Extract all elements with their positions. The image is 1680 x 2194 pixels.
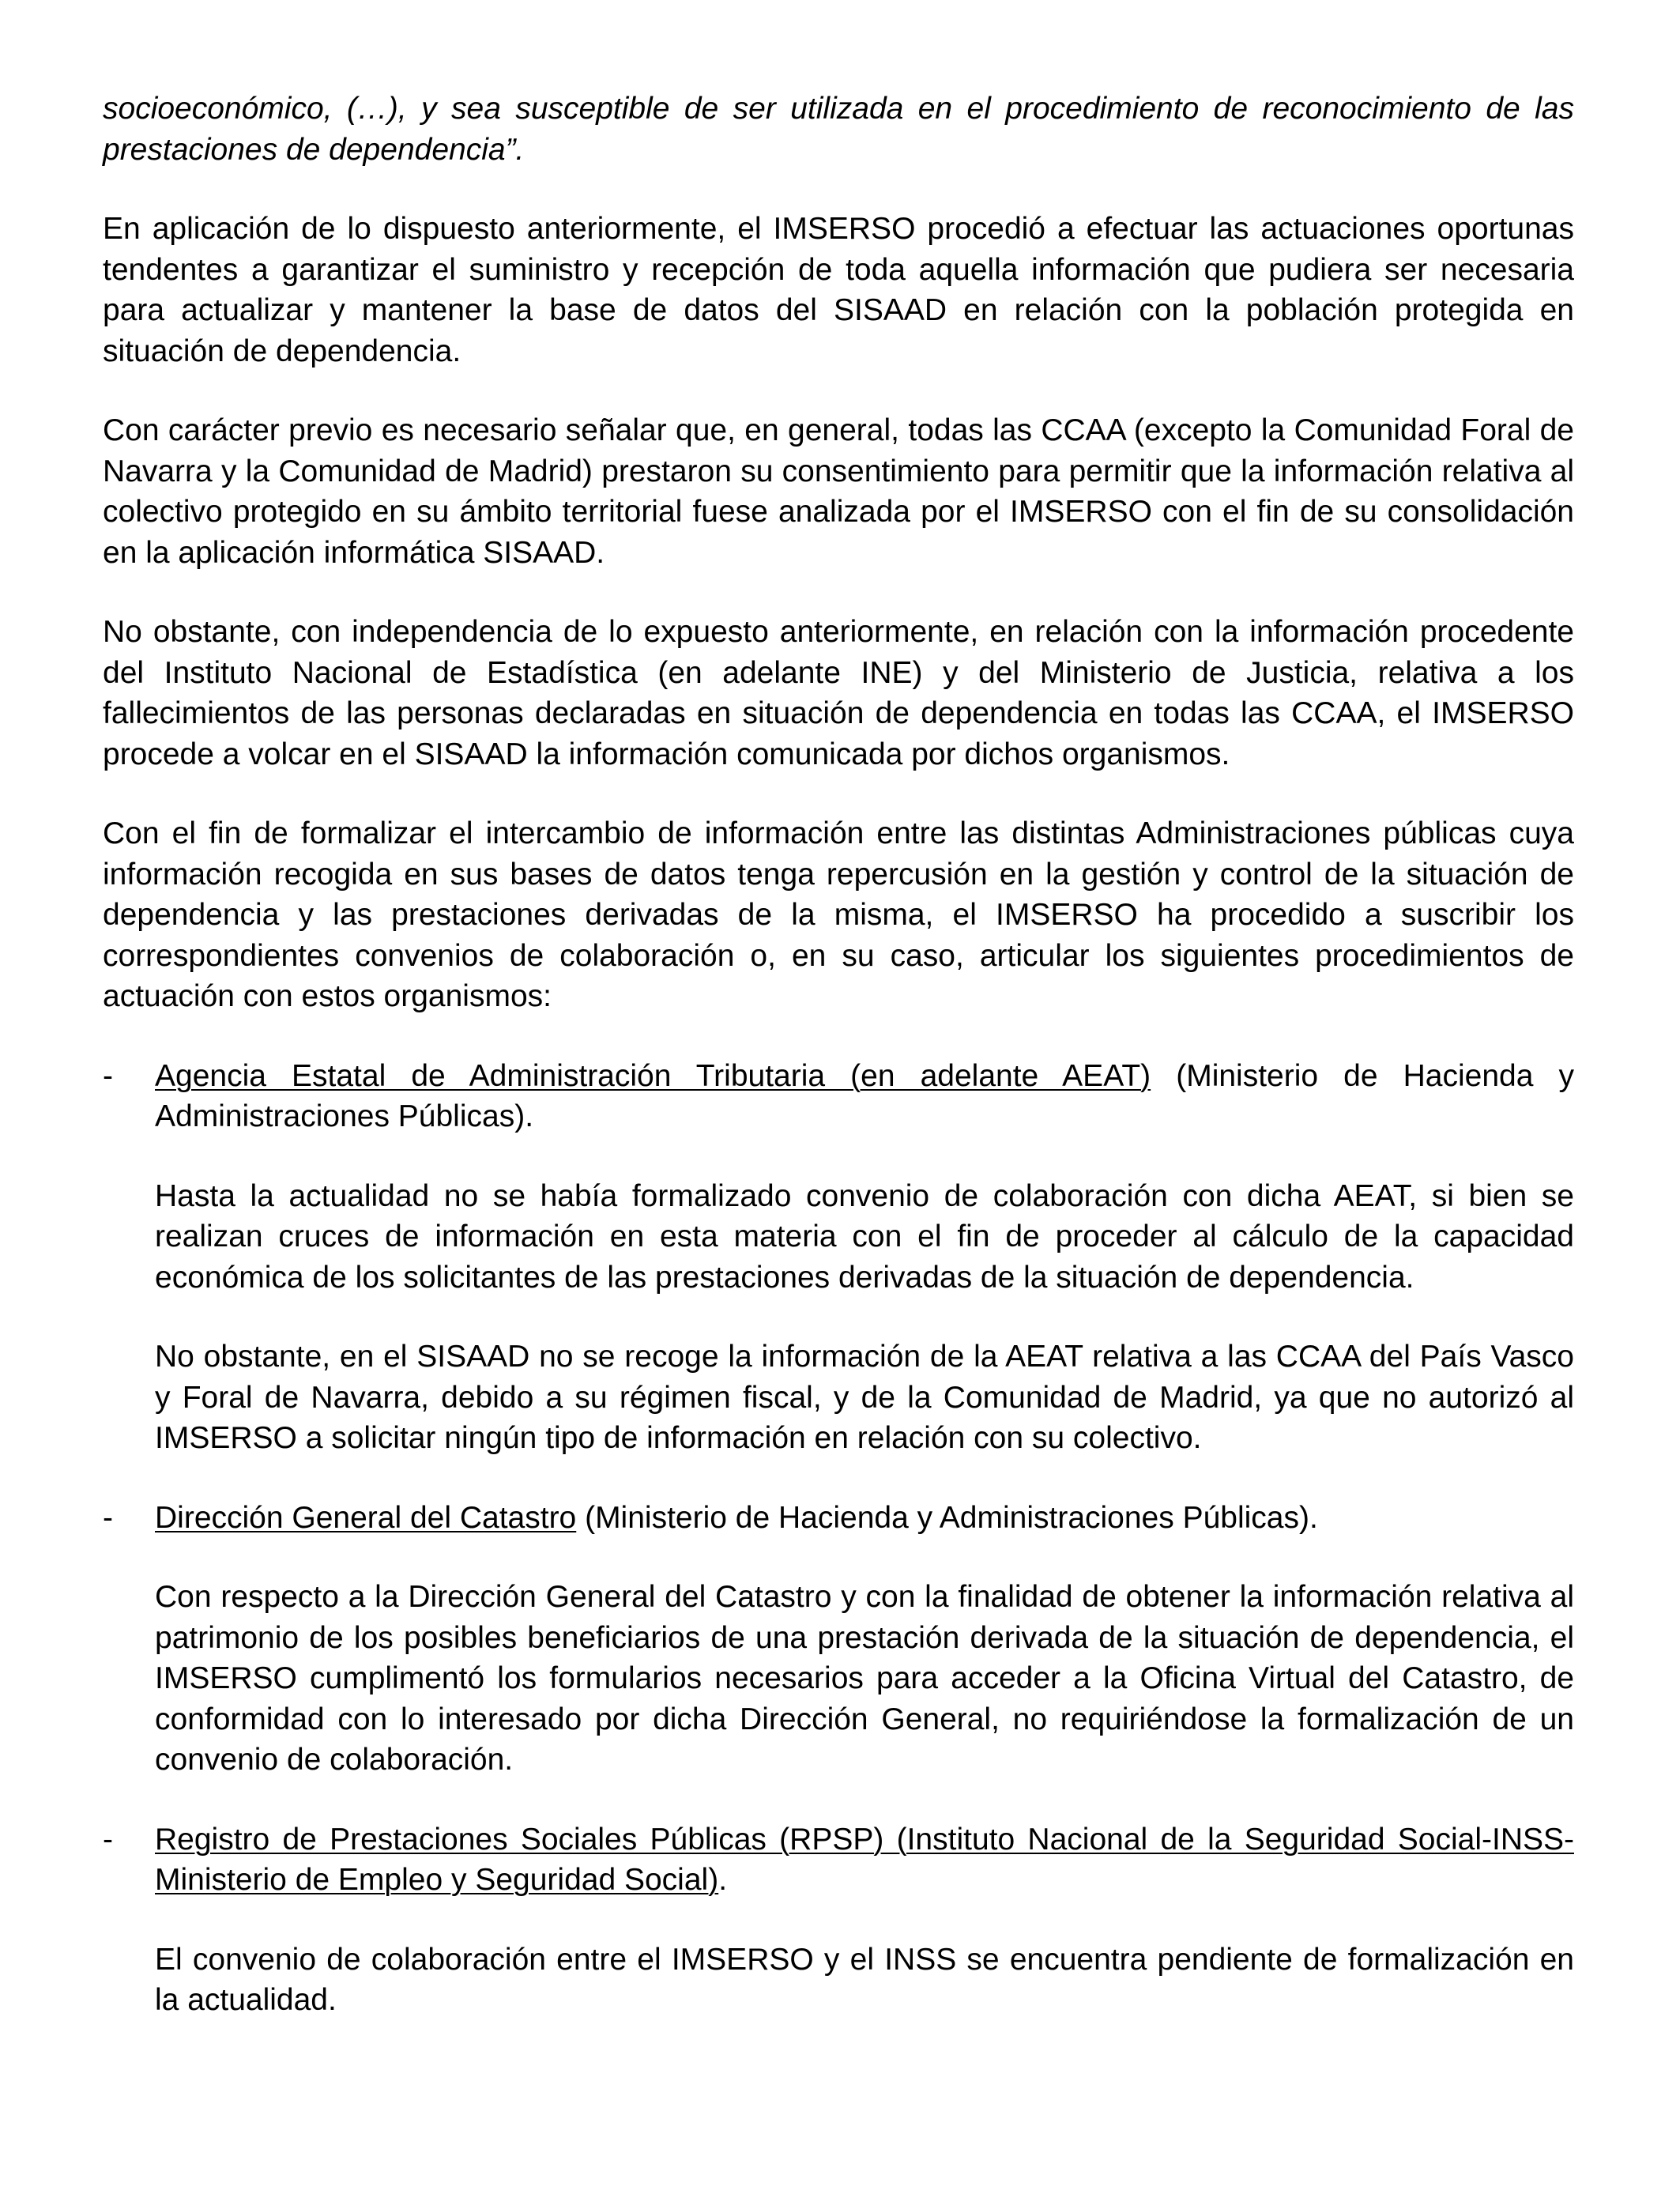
list-item-heading <box>155 1498 1574 1539</box>
list-item-title-underlined: Dirección General del Catastro <box>155 1500 577 1535</box>
list-item-paragraph: Hasta la actualidad no se había formalizado convenio de colaboración con dicha AEAT, si bien se realizan cruces de información en esta materia con el fin de proceder al cálculo de la capacidad económica de los solicitantes de las prestaciones derivadas de la situación de dependencia. <box>155 1178 1574 1295</box>
list-item-catastro <box>103 1498 1574 1781</box>
list-item-title-suffix: . <box>718 1863 728 1897</box>
paragraph-intercambio-informacion: Con el fin de formalizar el intercambio de información entre las distintas Administraciones públicas cuya información recogida en sus bases de datos tenga repercusión en la gestión y control de la situación de dependencia y las prestaciones derivadas de la misma, el IMSERSO ha procedido a suscribir los correspondientes convenios de colaboración o, en su caso, articular los siguientes procedimientos de actuación con estos organismos: <box>103 816 1574 1013</box>
list-item-aeat <box>103 1056 1574 1459</box>
list-item-heading <box>155 1056 1574 1137</box>
list-item-heading <box>155 1819 1574 1901</box>
list-dash: - <box>103 1500 113 1535</box>
list-dash: - <box>103 1822 113 1857</box>
document-page <box>103 89 1574 2060</box>
paragraph-ine-justicia: No obstante, con independencia de lo expuesto anteriormente, en relación con la información procedente del Instituto Nacional de Estadística (en adelante INE) y del Ministerio de Justicia, relativa a los fallecimientos de las personas declaradas en situación de dependencia en todas las CCAA, el IMSERSO procede a volcar en el SISAAD la información comunicada por dichos organismos. <box>103 615 1574 771</box>
list-item-rpsp <box>103 1819 1574 2021</box>
paragraph-imserso-actuaciones: En aplicación de lo dispuesto anteriormente, el IMSERSO procedió a efectuar las actuaciones oportunas tendentes a garantizar el suministro y recepción de toda aquella información que pudiera ser necesaria para actualizar y mantener la base de datos del SISAAD en relación con la población protegida en situación de dependencia. <box>103 212 1574 368</box>
list-item-paragraph: El convenio de colaboración entre el IMSERSO y el INSS se encuentra pendiente de formalización en la actualidad. <box>155 1942 1574 2017</box>
list-dash: - <box>103 1058 113 1093</box>
list-item-title-underlined: Agencia Estatal de Administración Tributaria (en adelante AEAT) <box>155 1058 1151 1093</box>
paragraph-consentimiento-ccaa: Con carácter previo es necesario señalar que, en general, todas las CCAA (excepto la Comunidad Foral de Navarra y la Comunidad de Madrid) prestaron su consentimiento para permitir que la información relativa al colectivo protegido en su ámbito territorial fuese analizada por el IMSERSO con el fin de su consolidación en la aplicación informática SISAAD. <box>103 413 1574 570</box>
list-item-title-suffix: (Ministerio de Hacienda y Administraciones Públicas). <box>576 1500 1318 1535</box>
list-item-paragraph: Con respecto a la Dirección General del Catastro y con la finalidad de obtener la información relativa al patrimonio de los posibles beneficiarios de una prestación derivada de la situación de dependencia, el IMSERSO cumplimentó los formularios necesarios para acceder a la Oficina Virtual del Catastro, de conformidad con lo interesado por dicha Dirección General, no requiriéndose la formalización de un convenio de colaboración. <box>155 1580 1574 1777</box>
list-item-paragraph: No obstante, en el SISAAD no se recoge la información de la AEAT relativa a las CCAA del País Vasco y Foral de Navarra, debido a su régimen fiscal, y de la Comunidad de Madrid, ya que no autorizó al IMSERSO a solicitar ningún tipo de información en relación con su colectivo. <box>155 1340 1574 1455</box>
list-item-title-suffix: (Ministerio de Hacienda y Administraciones Públicas). <box>155 1058 1574 1133</box>
list-item-title-underlined: Registro de Prestaciones Sociales Públicas (RPSP) (Instituto Nacional de la Seguridad Social-INSS-Ministerio de Empleo y Seguridad Social) <box>155 1822 1574 1897</box>
intro-quote-paragraph: socioeconómico, (…), y sea susceptible de ser utilizada en el procedimiento de reconocimiento de las prestaciones de dependencia”. <box>103 92 1574 167</box>
